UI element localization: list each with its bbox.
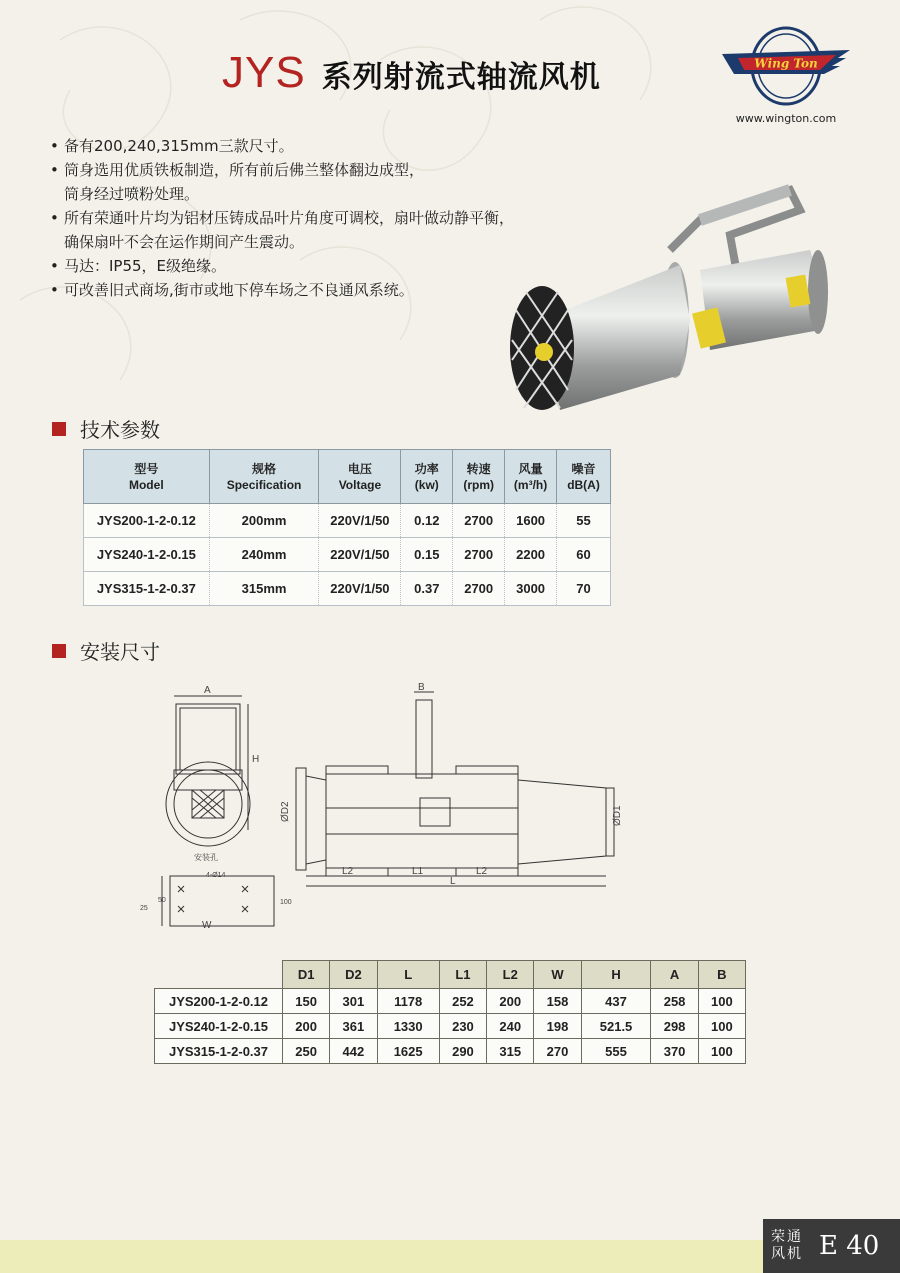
col-speed: 转速 (rpm) [453,450,505,504]
feature-item-cont: 筒身经过喷粉处理。 [64,185,200,203]
dim-label-25: 25 [140,905,148,912]
section-title: 安装尺寸 [80,640,160,664]
feature-item: • 备有200,240,315mm三款尺寸。 [50,134,630,158]
dim-label-B: B [418,682,425,693]
title-series: JYS [222,48,306,97]
table-row: JYS240-1-2-0.15 200 361 1330 230 240 198 521.5 298 100 [155,1014,746,1039]
section-marker-icon [52,422,66,436]
dim-label-W: W [202,920,212,931]
title-name: 系列射流式轴流风机 [321,60,601,95]
section-marker-icon [52,644,66,658]
page-title [222,48,601,98]
wingtong-logo [716,24,856,108]
col-airflow: 风量 (m³/h) [505,450,557,504]
dim-label-50: 50 [158,897,166,904]
col-model: 型号 Model [84,450,210,504]
col-noise: 噪音 dB(A) [557,450,611,504]
section-title: 技术参数 [80,418,160,442]
dim-label-D1: ØD1 [612,805,623,826]
col-spec: 规格 Specification [209,450,319,504]
dim-label-H: H [252,754,260,765]
dim-label-D2: ØD2 [280,801,291,822]
dim-label-100: 100 [280,899,292,906]
col-power: 功率 (kw) [401,450,453,504]
tech-params-table [83,449,611,606]
section-header-install [52,636,160,665]
installation-drawing [130,680,650,940]
product-image-jet-fan [500,180,840,420]
feature-item: • 可改善旧式商场,街市或地下停车场之不良通风系统。 [50,278,630,302]
dim-label-L2b: L2 [476,866,488,877]
feature-item: • 马达：IP55，E级绝缘。 [50,254,630,278]
dimension-table: D1 D2 L L1 L2 W H A B JYS200-1-2-0.12 150 301 1178 252 200 158 437 258 100 JYS240-1-2-0.15 200 361 1330 230 240 198 521.5 298 100 JYS315-1-2-0.37 250 442 1625 290 315 270 555 370 100 [154,960,746,1064]
table-row: JYS315-1-2-0.37 250 442 1625 290 315 270 555 370 100 [155,1039,746,1064]
page-code: E 40 [819,1231,880,1261]
table-row: JYS240-1-2-0.15 240mm 220V/1/50 0.15 2700 2200 60 [84,538,611,572]
footer-brand: 荣通 风机 [771,1229,803,1262]
dim-label-L: L [450,876,456,887]
section-header-tech [52,414,160,443]
feature-item: • 筒身选用优质铁板制造，所有前后佛兰整体翻边成型， [50,158,630,182]
dim-label-holes2: 4-Ø14 [206,872,226,879]
feature-item-cont: 确保扇叶不会在运作期间产生震动。 [64,233,305,251]
table-row: JYS200-1-2-0.12 150 301 1178 252 200 158 437 258 100 [155,989,746,1014]
logo-brand-text: Wing Ton [754,56,818,71]
website-url: www.wington.com [735,112,837,125]
dim-label-L2a: L2 [342,866,354,877]
col-voltage: 电压 Voltage [319,450,401,504]
dim-label-A: A [204,685,211,696]
table-row: JYS315-1-2-0.37 315mm 220V/1/50 0.37 2700 3000 70 [84,572,611,606]
table-row: JYS200-1-2-0.12 200mm 220V/1/50 0.12 2700 1600 55 [84,504,611,538]
dim-label-L1: L1 [412,866,424,877]
page-number-badge [763,1219,900,1273]
dim-label-holes: 安装孔 [194,853,218,862]
feature-item: • 所有荣通叶片均为铝材压铸成品叶片角度可调校，扇叶做动静平衡， [50,206,630,230]
